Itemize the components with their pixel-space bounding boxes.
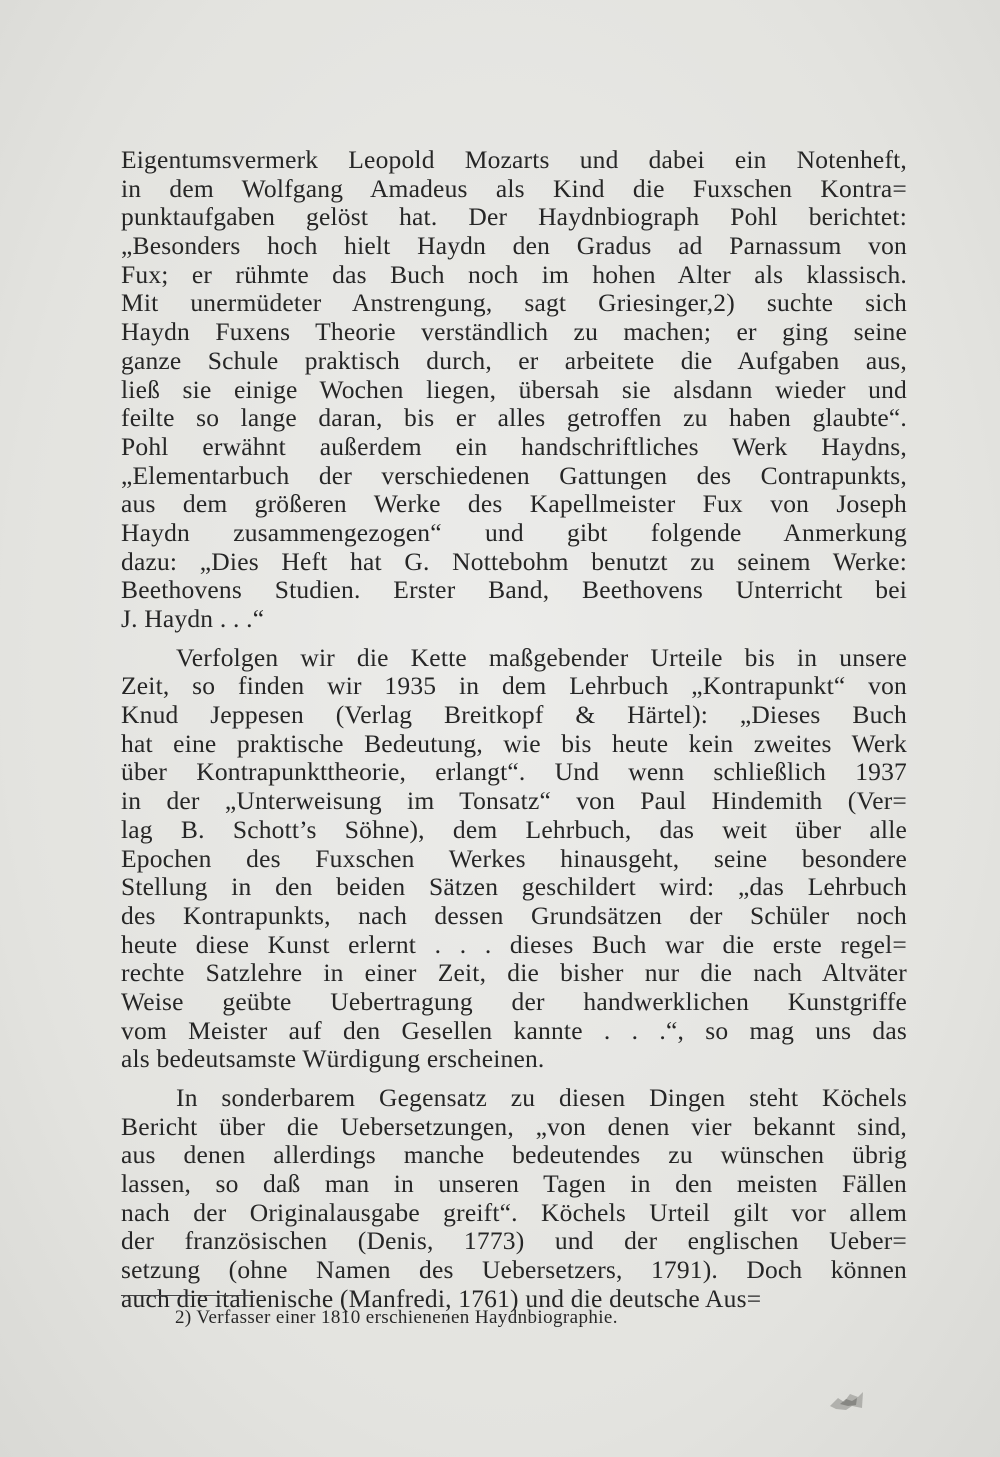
text-line: ganze Schule praktisch durch, er arbeitete die Aufgaben aus, [121,345,907,375]
text-line: in der „Unterweisung im Tonsatz“ von Paul Hindemith (Ver= [121,786,907,816]
text-line: Eigentumsvermerk Leopold Mozarts und dabei ein Notenheft, [121,145,907,174]
text-line: Haydn zusammengezogen“ und gibt folgende Anmerkung [121,517,907,547]
text-line: Stellung in den beiden Sätzen geschildert wird: „das Lehrbuch [121,872,907,902]
text-line: über Kontrapunkttheorie, erlangt“. Und wenn schließlich 1937 [121,757,907,787]
text-line: als bedeutsamste Würdigung erscheinen. [121,1044,545,1074]
text-line: Zeit, so finden wir 1935 in dem Lehrbuch „Kontrapunkt“ von [121,671,907,701]
text-line: In sonderbarem Gegensatz zu diesen Dingen steht Köchels [176,1083,907,1112]
text-line: heute diese Kunst erlernt . . . dieses Buch war die erste regel= [121,929,907,959]
text-line: des Kontrapunkts, nach dessen Grundsätzen der Schüler noch [121,900,907,930]
text-line: der französischen (Denis, 1773) und der englischen Ueber= [121,1226,907,1256]
text-line: lassen, so daß man in unseren Tagen in den meisten Fällen [121,1169,907,1199]
text-line: „Besonders hoch hielt Haydn den Gradus ad Parnassum von [121,231,907,261]
text-line: rechte Satzlehre in einer Zeit, die bisher nur die nach Altväter [121,958,907,988]
text-line: Verfolgen wir die Kette maßgebender Urteile bis in unsere [176,642,907,672]
paragraph-1 [121,146,907,634]
text-line: Haydn Fuxens Theorie verständlich zu machen; er ging seine [121,317,907,347]
text-line: aus dem größeren Werke des Kapellmeister Fux von Joseph [121,489,907,519]
text-line: „Elementarbuch der verschiedenen Gattungen des Contrapunkts, [121,460,907,490]
text-line: Pohl erwähnt außerdem ein handschriftliches Werk Haydns, [121,431,907,461]
text-line: vom Meister auf den Gesellen kannte . . .“, so mag uns das [121,1015,907,1045]
footnote: 2) Verfasser einer 1810 erschienenen Haydnbiographie. [175,1307,618,1328]
text-line: Beethovens Studien. Erster Band, Beethovens Unterricht bei [121,575,907,605]
footnote-divider [121,1295,255,1296]
paragraph-2 [121,644,907,1074]
text-line: Bericht über die Uebersetzungen, „von denen vier bekannt sind, [121,1111,907,1141]
text-line: feilte so lange daran, bis er alles getroffen zu haben glaubte“. [121,403,907,433]
text-line: setzung (ohne Namen des Uebersetzers, 1791). Doch können [121,1255,907,1285]
text-line: in dem Wolfgang Amadeus als Kind die Fuxschen Kontra= [121,173,907,203]
text-line: punktaufgaben gelöst hat. Der Haydnbiograph Pohl berichtet: [121,202,907,232]
text-line: Weise geübte Uebertragung der handwerklichen Kunstgriffe [121,986,907,1016]
text-line: ließ sie einige Wochen liegen, übersah sie alsdann wieder und [121,374,907,404]
text-line: Epochen des Fuxschen Werkes hinausgeht, seine besondere [121,843,907,873]
text-line: aus denen allerdings manche bedeutendes zu wünschen übrig [121,1140,907,1170]
text-line: lag B. Schott’s Söhne), dem Lehrbuch, das weit über alle [121,814,907,844]
text-line: Knud Jeppesen (Verlag Breitkopf & Härtel): „Dieses Buch [121,700,907,730]
text-line: nach der Originalausgabe greift“. Köchels Urteil gilt vor allem [121,1197,907,1227]
ink-smudge [826,1388,866,1414]
text-line: auch die italienische (Manfredi, 1761) und die deutsche Aus= [121,1283,762,1313]
text-line: Fux; er rühmte das Buch noch im hohen Alter als klassisch. [121,259,907,289]
paragraph-3 [121,1084,907,1314]
text-line: Mit unermüdeter Anstrengung, sagt Griesinger,2) suchte sich [121,288,907,318]
body-text [121,146,907,1314]
text-line: J. Haydn . . .“ [121,604,265,633]
text-line: hat eine praktische Bedeutung, wie bis heute kein zweites Werk [121,728,907,758]
text-line: dazu: „Dies Heft hat G. Nottebohm benutzt zu seinem Werke: [121,546,907,576]
